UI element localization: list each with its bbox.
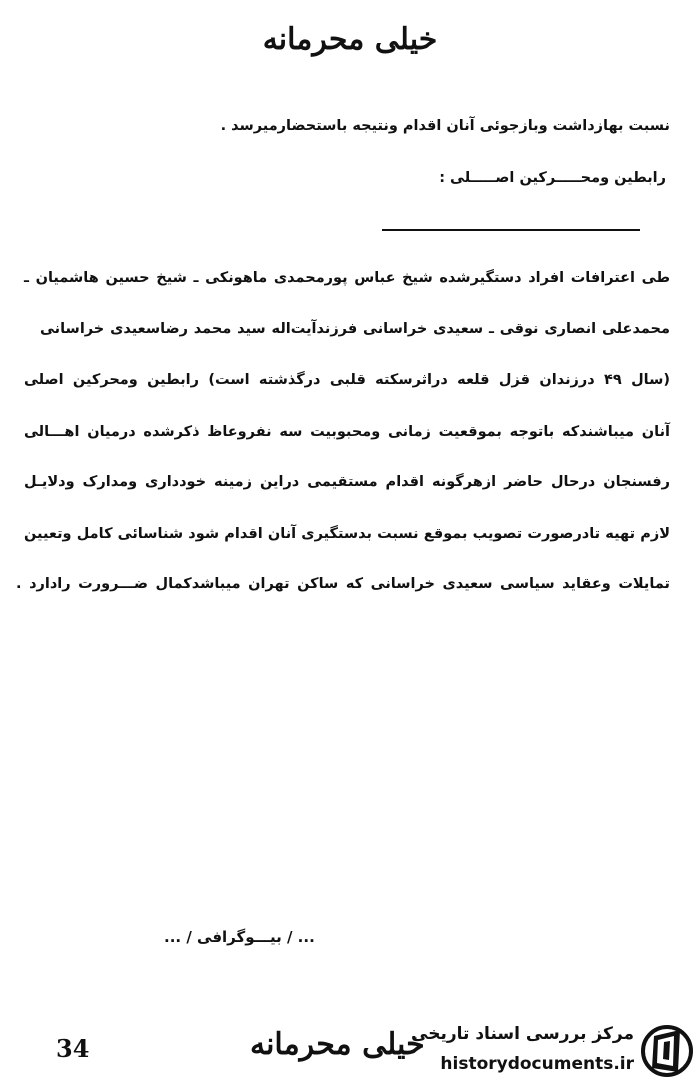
watermark-url: historydocuments.ir: [440, 1054, 634, 1074]
body-line-9: تمایلات وعقاید سیاسی سعیدی خراسانی که ساکن تهران میباشدکمال ضـــرورت رادارد .: [16, 576, 670, 592]
body-line-8: لازم تهیه تادرصورت تصویب بموقع نسبت بدستگیری آنان اقدام شود شناسائی کامل وتعیین: [24, 526, 670, 542]
body-line-7: رفسنجان درحال حاضر ازهرگونه اقدام مستقیمی دراین زمینه خودداری ومدارک ودلایـل: [24, 474, 670, 490]
section-heading: رابطین ومحـــــرکین اصـــــلی :: [439, 170, 666, 186]
body-line-4: محمدعلی انصاری نوقی ـ سعیدی خراسانی فرزندآیت‌اله سید محمد رضاسعیدی خراسانی: [40, 321, 670, 337]
body-line-3: طی اعترافات افراد دستگیرشده شیخ عباس پورمحمدی ماهونکی ـ شیخ حسین هاشمیان ـ: [24, 270, 670, 286]
classification-header: خیلی محرمانه: [262, 22, 438, 57]
classification-footer: خیلی محرمانه: [250, 1027, 425, 1062]
signature-line: ... / بیـــوگرافی / ...: [164, 928, 315, 946]
watermark: [398, 1018, 694, 1082]
page-number: 34: [56, 1034, 90, 1063]
watermark-name: مرکز بررسی اسناد تاریخی: [411, 1024, 634, 1044]
body-line-1: نسبت بهازداشت وبازجوئی آنان اقدام ونتیجه باستحضارمیرسد .: [220, 118, 670, 134]
archive-logo-icon: [640, 1022, 694, 1080]
body-line-5: (سال ۴۹ درزندان قزل قلعه دراثرسکته قلبی درگذشته است) رابطین ومحرکین اصلی: [24, 372, 670, 388]
body-line-6: آنان میباشندکه باتوجه بموقعیت زمانی ومحبوبیت سه نفروعاظ ذکرشده درمیان اهـــالی: [24, 424, 670, 440]
heading-underline: [382, 229, 640, 231]
